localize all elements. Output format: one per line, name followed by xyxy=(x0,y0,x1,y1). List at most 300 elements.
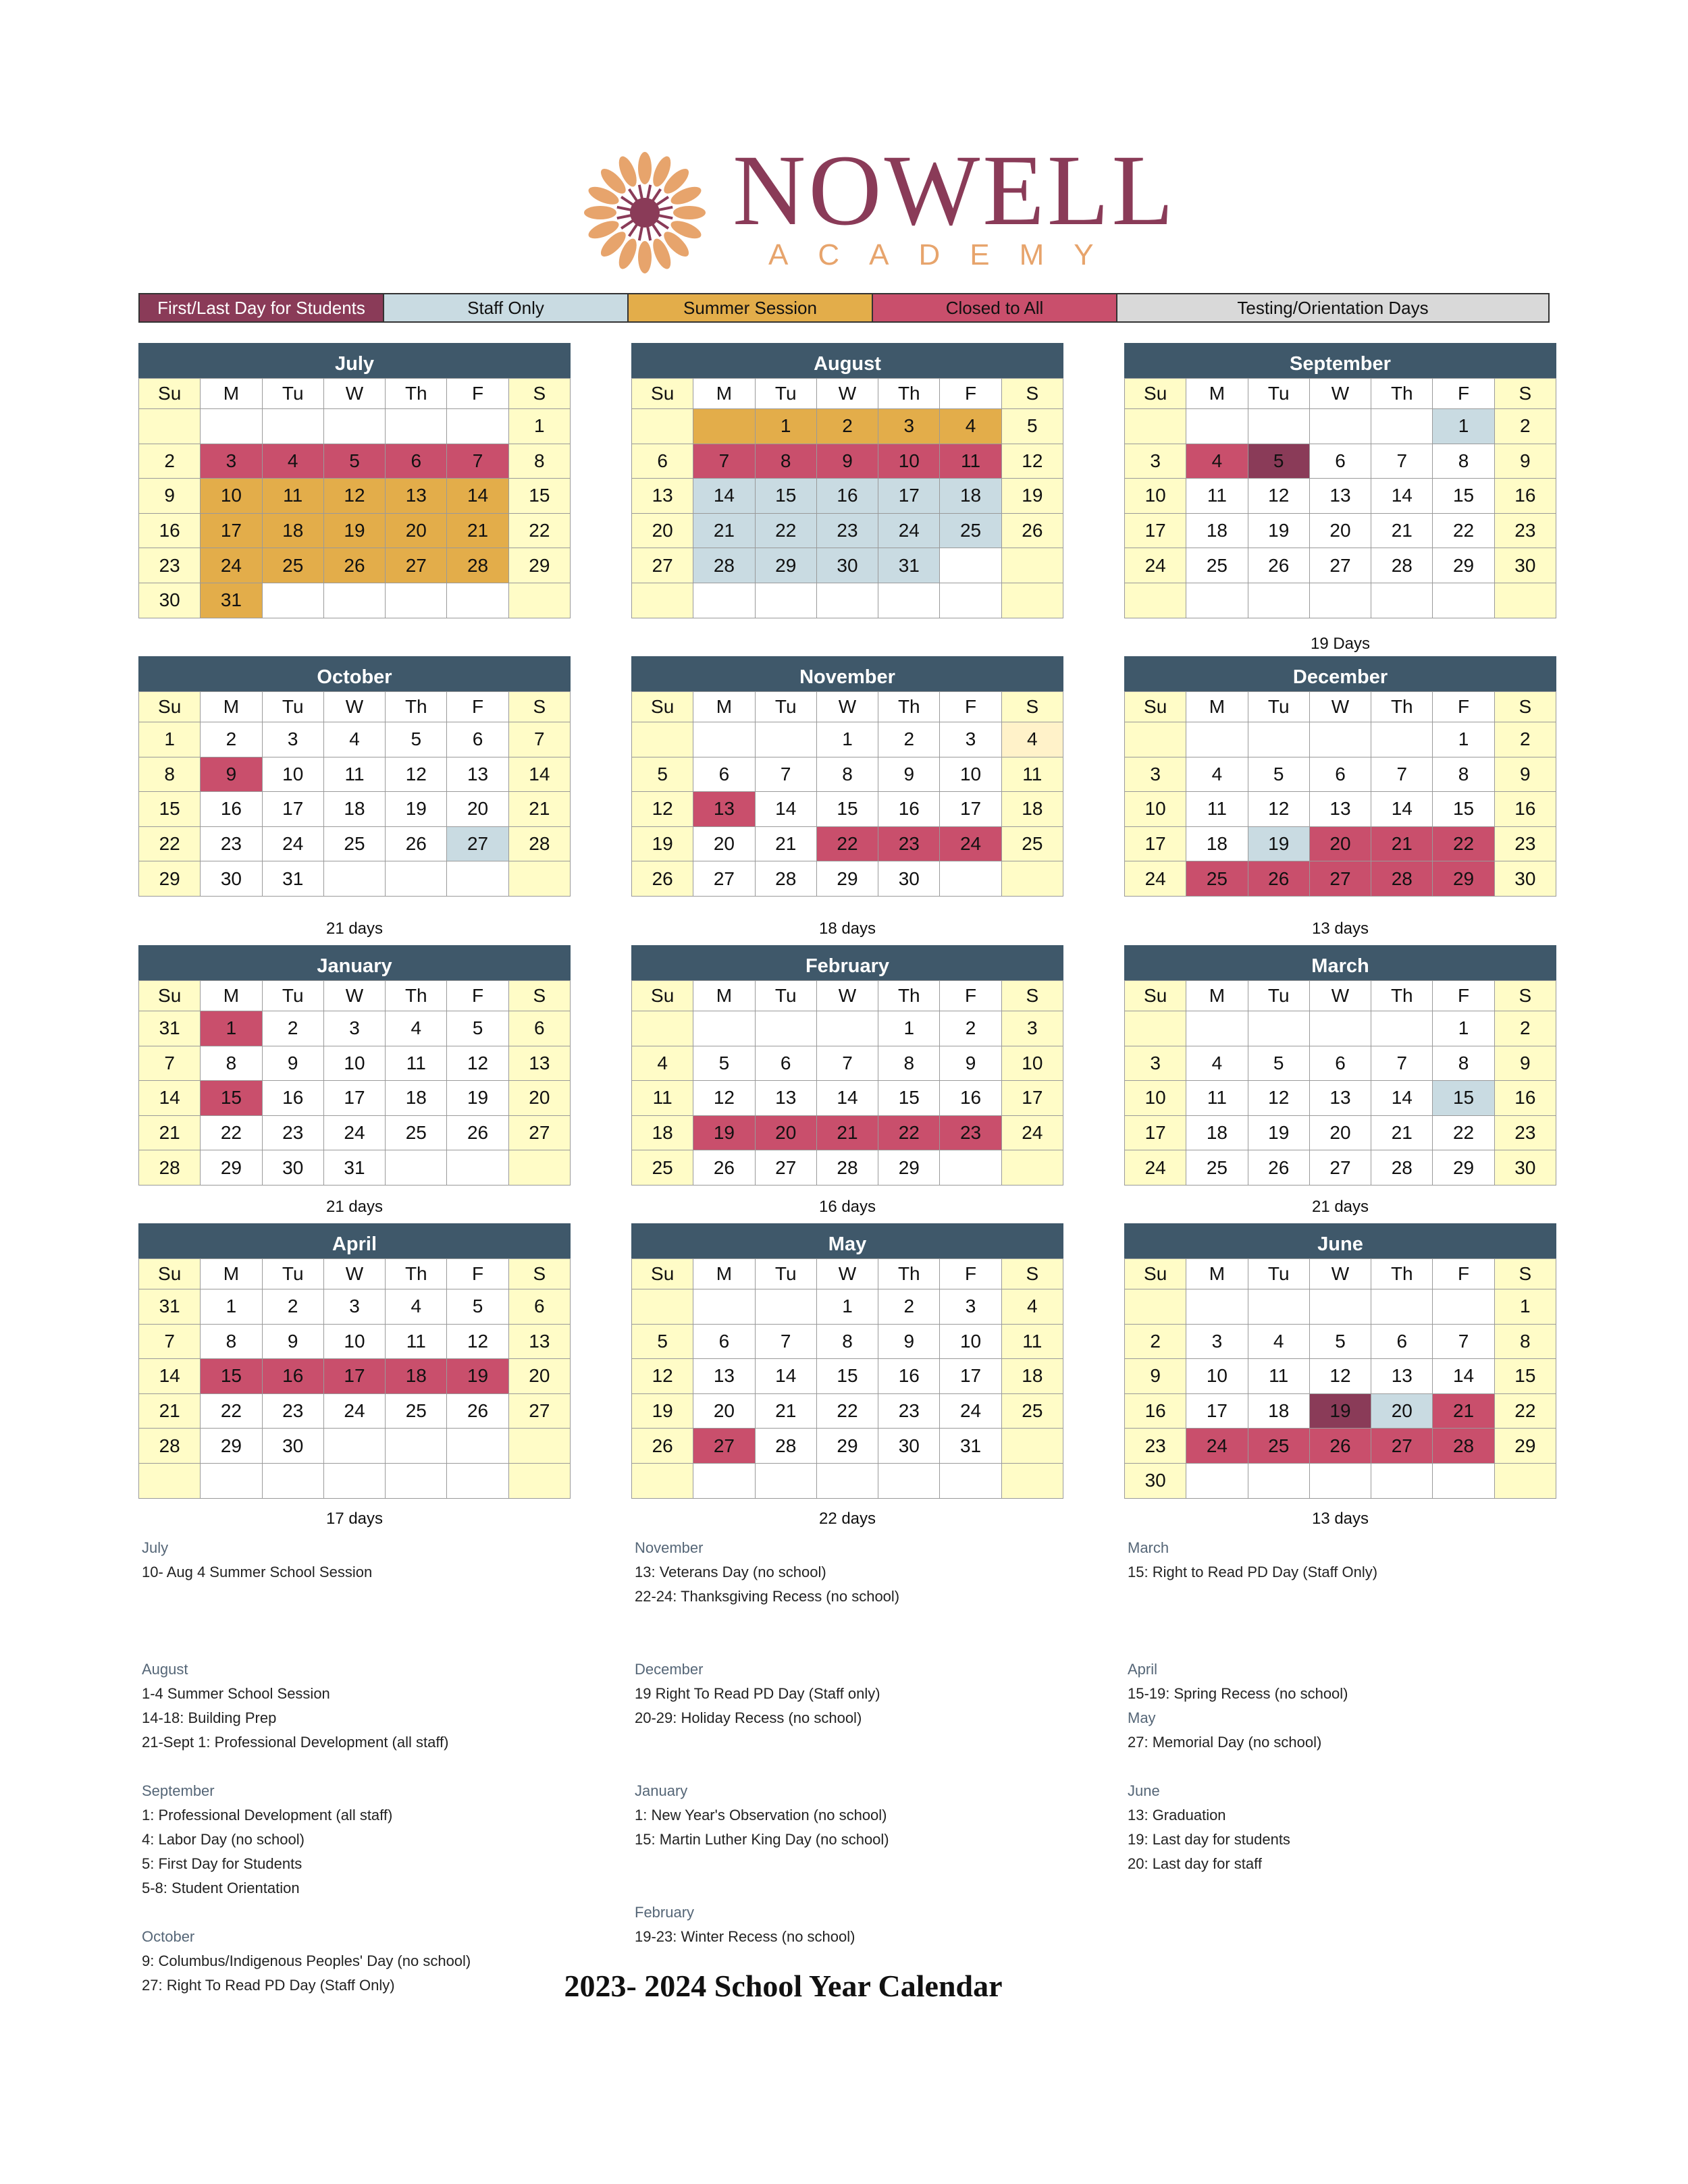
day-cell: 13 xyxy=(1371,1359,1433,1394)
day-cell: 27 xyxy=(386,548,447,583)
empty-cell xyxy=(1248,1289,1310,1325)
day-cell: 1 xyxy=(756,409,817,444)
note-item: 1: New Year's Observation (no school) xyxy=(635,1807,887,1823)
day-cell: 14 xyxy=(509,757,571,793)
empty-cell xyxy=(1248,722,1310,757)
day-cell: 10 xyxy=(1125,1081,1186,1116)
nowell-academy-logo xyxy=(577,134,1177,280)
day-cell: 3 xyxy=(940,722,1001,757)
weekday-header: F xyxy=(447,981,508,1011)
day-cell: 22 xyxy=(878,1116,940,1151)
day-cell: 9 xyxy=(139,479,201,514)
month-title: July xyxy=(138,343,571,378)
month-title: October xyxy=(138,656,571,691)
note-group-july xyxy=(142,1536,471,1633)
day-cell: 17 xyxy=(1125,514,1186,549)
day-cell: 29 xyxy=(817,861,878,897)
day-cell: 8 xyxy=(201,1325,262,1360)
weekday-header: Th xyxy=(1371,692,1433,722)
sunburst-icon xyxy=(577,145,712,280)
day-cell: 19 xyxy=(1248,514,1310,549)
day-cell: 24 xyxy=(1125,1150,1186,1186)
month-october xyxy=(138,656,571,897)
month-june xyxy=(1124,1223,1556,1499)
day-cell: 3 xyxy=(1125,1046,1186,1082)
day-cell: 25 xyxy=(940,514,1001,549)
month-title: September xyxy=(1124,343,1556,378)
day-cell: 27 xyxy=(1310,1150,1371,1186)
day-cell: 16 xyxy=(878,792,940,827)
day-cell: 26 xyxy=(1248,861,1310,897)
day-cell: 31 xyxy=(878,548,940,583)
day-cell: 1 xyxy=(509,409,571,444)
note-month: April xyxy=(1128,1661,1158,1678)
empty-cell xyxy=(632,409,693,444)
day-cell: 8 xyxy=(509,444,571,479)
note-item: 19-23: Winter Recess (no school) xyxy=(635,1928,855,1945)
day-cell: 16 xyxy=(139,514,201,549)
day-cell: 11 xyxy=(1186,1081,1248,1116)
day-cell: 27 xyxy=(1371,1429,1433,1464)
weekday-header: Su xyxy=(139,379,201,409)
day-cell: 24 xyxy=(1125,861,1186,897)
day-cell: 11 xyxy=(386,1046,447,1082)
day-cell: 4 xyxy=(324,722,386,757)
weekday-header: F xyxy=(447,379,508,409)
empty-cell xyxy=(201,1464,262,1499)
empty-cell xyxy=(509,861,571,897)
day-cell: 29 xyxy=(1433,861,1494,897)
weekday-header: Th xyxy=(386,1259,447,1289)
day-cell: 21 xyxy=(693,514,755,549)
day-cell: 24 xyxy=(1125,548,1186,583)
day-cell: 13 xyxy=(509,1046,571,1082)
day-cell: 6 xyxy=(509,1289,571,1325)
month-title: November xyxy=(631,656,1063,691)
day-cell: 28 xyxy=(756,861,817,897)
weekday-header: M xyxy=(693,1259,755,1289)
day-cell: 23 xyxy=(878,827,940,862)
day-cell: 27 xyxy=(632,548,693,583)
day-cell: 11 xyxy=(1248,1359,1310,1394)
month-january xyxy=(138,945,571,1186)
empty-cell xyxy=(1371,583,1433,618)
day-cell: 13 xyxy=(693,1359,755,1394)
day-cell: 9 xyxy=(878,757,940,793)
note-month: September xyxy=(142,1782,215,1799)
empty-cell xyxy=(324,409,386,444)
weekday-header: Su xyxy=(1125,379,1186,409)
day-cell: 20 xyxy=(447,792,508,827)
empty-cell xyxy=(263,583,324,618)
day-cell: 31 xyxy=(201,583,262,618)
month-july xyxy=(138,343,571,618)
day-cell: 30 xyxy=(201,861,262,897)
day-cell: 6 xyxy=(632,444,693,479)
month-grid xyxy=(138,691,571,897)
day-cell: 11 xyxy=(386,1325,447,1360)
day-cell: 29 xyxy=(878,1150,940,1186)
day-cell: 24 xyxy=(201,548,262,583)
empty-cell xyxy=(693,722,755,757)
day-cell: 27 xyxy=(1310,548,1371,583)
weekday-header: S xyxy=(1495,692,1556,722)
day-cell: 29 xyxy=(201,1150,262,1186)
empty-cell xyxy=(1495,1464,1556,1499)
weekday-header: F xyxy=(1433,981,1494,1011)
day-cell: 11 xyxy=(1002,1325,1063,1360)
day-cell: 27 xyxy=(447,827,508,862)
day-cell: 1 xyxy=(817,1289,878,1325)
day-cell: 2 xyxy=(878,722,940,757)
day-cell: 17 xyxy=(1125,1116,1186,1151)
day-cell: 15 xyxy=(1433,1081,1494,1116)
month-title: August xyxy=(631,343,1063,378)
day-cell: 6 xyxy=(447,722,508,757)
day-cell: 22 xyxy=(817,1394,878,1429)
day-cell: 1 xyxy=(201,1011,262,1046)
empty-cell xyxy=(756,722,817,757)
day-cell: 2 xyxy=(878,1289,940,1325)
day-cell: 28 xyxy=(1433,1429,1494,1464)
empty-cell xyxy=(1125,1289,1186,1325)
weekday-header: M xyxy=(693,692,755,722)
month-grid xyxy=(1124,1258,1556,1499)
day-cell: 16 xyxy=(940,1081,1001,1116)
day-cell: 3 xyxy=(263,722,324,757)
weekday-header: W xyxy=(1310,981,1371,1011)
notes-column xyxy=(1128,1536,1377,1900)
empty-cell xyxy=(263,409,324,444)
day-cell: 25 xyxy=(1002,827,1063,862)
empty-cell xyxy=(386,1429,447,1464)
weekday-header: M xyxy=(201,1259,262,1289)
day-cell: 2 xyxy=(1495,1011,1556,1046)
day-cell: 21 xyxy=(756,1394,817,1429)
weekday-header: S xyxy=(509,379,571,409)
empty-cell xyxy=(1002,548,1063,583)
day-cell: 1 xyxy=(139,722,201,757)
day-cell: 20 xyxy=(1310,827,1371,862)
day-cell: 27 xyxy=(693,861,755,897)
day-cell: 14 xyxy=(139,1359,201,1394)
weekday-header: Su xyxy=(632,379,693,409)
notes-column xyxy=(635,1536,899,1973)
empty-cell xyxy=(1310,1289,1371,1325)
weekday-header: Th xyxy=(878,692,940,722)
day-cell: 11 xyxy=(263,479,324,514)
note-item: 14-18: Building Prep xyxy=(142,1709,277,1726)
note-item: 27: Memorial Day (no school) xyxy=(1128,1734,1322,1751)
month-grid xyxy=(631,980,1063,1186)
day-cell: 1 xyxy=(201,1289,262,1325)
day-cell: 5 xyxy=(1002,409,1063,444)
weekday-header: S xyxy=(1495,379,1556,409)
day-cell: 9 xyxy=(940,1046,1001,1082)
weekday-header: W xyxy=(817,379,878,409)
empty-cell xyxy=(324,583,386,618)
weekday-header: M xyxy=(201,981,262,1011)
day-cell: 11 xyxy=(632,1081,693,1116)
day-cell: 12 xyxy=(1248,792,1310,827)
day-cell: 26 xyxy=(632,1429,693,1464)
day-cell: 28 xyxy=(1371,861,1433,897)
day-cell: 23 xyxy=(1125,1429,1186,1464)
day-cell: 19 xyxy=(1248,827,1310,862)
month-may xyxy=(631,1223,1063,1499)
day-cell: 24 xyxy=(940,827,1001,862)
empty-cell xyxy=(756,583,817,618)
day-cell: 22 xyxy=(201,1394,262,1429)
legend-testing: Testing/Orientation Days xyxy=(1117,294,1548,321)
day-cell: 27 xyxy=(693,1429,755,1464)
note-month: January xyxy=(635,1782,688,1799)
day-cell: 8 xyxy=(817,757,878,793)
note-group-march xyxy=(1128,1536,1377,1633)
note-group-january xyxy=(635,1779,899,1876)
empty-cell xyxy=(447,1429,508,1464)
day-cell: 26 xyxy=(447,1116,508,1151)
month-grid xyxy=(631,378,1063,618)
day-cell: 8 xyxy=(201,1046,262,1082)
note-item: 13: Veterans Day (no school) xyxy=(635,1564,826,1580)
day-cell: 11 xyxy=(1186,479,1248,514)
note-month: December xyxy=(635,1661,704,1678)
day-cell: 4 xyxy=(632,1046,693,1082)
day-cell: 20 xyxy=(1371,1394,1433,1429)
empty-cell xyxy=(509,1464,571,1499)
day-cell: 24 xyxy=(1002,1116,1063,1151)
note-month: November xyxy=(635,1539,704,1556)
day-cell: 17 xyxy=(878,479,940,514)
day-cell: 26 xyxy=(693,1150,755,1186)
weekday-header: M xyxy=(201,692,262,722)
day-cell: 1 xyxy=(1433,1011,1494,1046)
day-cell: 26 xyxy=(632,861,693,897)
day-cell: 28 xyxy=(817,1150,878,1186)
day-cell: 21 xyxy=(1433,1394,1494,1429)
note-item: 15: Right to Read PD Day (Staff Only) xyxy=(1128,1564,1378,1580)
empty-cell xyxy=(693,1011,755,1046)
day-cell: 21 xyxy=(447,514,508,549)
school-days-count: 17 days xyxy=(325,1510,384,1528)
day-cell: 19 xyxy=(632,1394,693,1429)
document-title: 2023- 2024 School Year Calendar xyxy=(564,1969,1003,2003)
day-cell: 11 xyxy=(1186,792,1248,827)
empty-cell xyxy=(386,409,447,444)
day-cell: 2 xyxy=(1495,722,1556,757)
day-cell: 29 xyxy=(1433,548,1494,583)
day-cell: 18 xyxy=(324,792,386,827)
empty-cell xyxy=(324,1464,386,1499)
day-cell: 4 xyxy=(1002,722,1063,757)
empty-cell xyxy=(139,409,201,444)
day-cell: 21 xyxy=(139,1394,201,1429)
empty-cell xyxy=(940,1464,1001,1499)
day-cell: 4 xyxy=(1002,1289,1063,1325)
day-cell: 24 xyxy=(1186,1429,1248,1464)
day-cell: 3 xyxy=(324,1011,386,1046)
month-grid xyxy=(138,980,571,1186)
weekday-header: W xyxy=(324,379,386,409)
logo-name: NOWELL xyxy=(733,134,1177,246)
weekday-header: Su xyxy=(139,692,201,722)
day-cell: 7 xyxy=(756,757,817,793)
day-cell: 17 xyxy=(940,792,1001,827)
day-cell: 14 xyxy=(1433,1359,1494,1394)
day-cell: 13 xyxy=(1310,792,1371,827)
empty-cell xyxy=(817,1011,878,1046)
empty-cell xyxy=(1310,1011,1371,1046)
day-cell: 23 xyxy=(263,1116,324,1151)
day-cell: 15 xyxy=(878,1081,940,1116)
day-cell: 22 xyxy=(1433,514,1494,549)
empty-cell xyxy=(1310,409,1371,444)
day-cell: 12 xyxy=(447,1046,508,1082)
empty-cell xyxy=(632,722,693,757)
weekday-header: W xyxy=(1310,692,1371,722)
weekday-header: S xyxy=(509,692,571,722)
day-cell: 23 xyxy=(940,1116,1001,1151)
day-cell: 11 xyxy=(324,757,386,793)
day-cell: 5 xyxy=(632,757,693,793)
day-cell: 4 xyxy=(263,444,324,479)
day-cell: 14 xyxy=(447,479,508,514)
school-days-count: 19 Days xyxy=(1310,635,1371,653)
note-item: 19: Last day for students xyxy=(1128,1831,1290,1848)
day-cell: 12 xyxy=(1248,1081,1310,1116)
day-cell: 14 xyxy=(693,479,755,514)
weekday-header: F xyxy=(1433,1259,1494,1289)
day-cell: 26 xyxy=(1248,548,1310,583)
weekday-header: Su xyxy=(1125,1259,1186,1289)
weekday-header: Su xyxy=(632,1259,693,1289)
day-cell: 12 xyxy=(693,1081,755,1116)
day-cell: 26 xyxy=(1002,514,1063,549)
weekday-header: Tu xyxy=(756,981,817,1011)
empty-cell xyxy=(1125,583,1186,618)
empty-cell xyxy=(756,1464,817,1499)
month-april xyxy=(138,1223,571,1499)
weekday-header: Tu xyxy=(756,692,817,722)
day-cell: 2 xyxy=(940,1011,1001,1046)
empty-cell xyxy=(693,583,755,618)
note-group-november xyxy=(635,1536,899,1633)
day-cell: 5 xyxy=(693,1046,755,1082)
day-cell: 21 xyxy=(1371,827,1433,862)
day-cell: 19 xyxy=(1248,1116,1310,1151)
day-cell: 22 xyxy=(1495,1394,1556,1429)
day-cell: 3 xyxy=(1186,1325,1248,1360)
month-title: June xyxy=(1124,1223,1556,1258)
note-month: August xyxy=(142,1661,188,1678)
empty-cell xyxy=(1186,722,1248,757)
weekday-header: F xyxy=(447,692,508,722)
day-cell: 29 xyxy=(139,861,201,897)
month-grid xyxy=(1124,980,1556,1186)
day-cell: 4 xyxy=(1248,1325,1310,1360)
legend-first: First/Last Day for Students xyxy=(140,294,384,321)
empty-cell xyxy=(756,1289,817,1325)
day-cell: 22 xyxy=(756,514,817,549)
day-cell: 19 xyxy=(386,792,447,827)
day-cell: 10 xyxy=(940,757,1001,793)
day-cell: 16 xyxy=(1495,792,1556,827)
note-item: 22-24: Thanksgiving Recess (no school) xyxy=(635,1588,900,1605)
month-grid xyxy=(631,1258,1063,1499)
day-cell: 18 xyxy=(1248,1394,1310,1429)
day-cell: 30 xyxy=(1495,548,1556,583)
day-cell: 6 xyxy=(756,1046,817,1082)
day-cell: 4 xyxy=(1186,757,1248,793)
note-item: 20: Last day for staff xyxy=(1128,1855,1262,1872)
empty-cell xyxy=(1002,1464,1063,1499)
day-cell: 8 xyxy=(1433,1046,1494,1082)
weekday-header: S xyxy=(1002,1259,1063,1289)
day-cell: 9 xyxy=(1495,444,1556,479)
weekday-header: S xyxy=(1002,692,1063,722)
weekday-header: Tu xyxy=(263,379,324,409)
note-month: March xyxy=(1128,1539,1169,1556)
empty-cell xyxy=(201,409,262,444)
weekday-header: W xyxy=(817,1259,878,1289)
weekday-header: W xyxy=(324,1259,386,1289)
school-days-count: 13 days xyxy=(1311,920,1369,938)
day-cell: 9 xyxy=(263,1325,324,1360)
weekday-header: Su xyxy=(1125,692,1186,722)
month-august xyxy=(631,343,1063,618)
day-cell: 27 xyxy=(509,1394,571,1429)
day-cell: 10 xyxy=(940,1325,1001,1360)
weekday-header: Tu xyxy=(756,1259,817,1289)
day-cell: 18 xyxy=(632,1116,693,1151)
day-cell: 28 xyxy=(1371,1150,1433,1186)
empty-cell xyxy=(386,583,447,618)
day-cell: 9 xyxy=(201,757,262,793)
day-cell: 10 xyxy=(1125,479,1186,514)
empty-cell xyxy=(447,409,508,444)
month-title: January xyxy=(138,945,571,980)
note-month: February xyxy=(635,1904,695,1921)
weekday-header: Su xyxy=(1125,981,1186,1011)
day-cell: 17 xyxy=(324,1359,386,1394)
note-item: 15: Martin Luther King Day (no school) xyxy=(635,1831,889,1848)
day-cell: 4 xyxy=(1186,1046,1248,1082)
day-cell: 30 xyxy=(878,861,940,897)
day-cell: 23 xyxy=(1495,1116,1556,1151)
empty-cell xyxy=(1371,1289,1433,1325)
day-cell: 6 xyxy=(1371,1325,1433,1360)
month-grid xyxy=(138,378,571,618)
day-cell: 8 xyxy=(139,757,201,793)
day-cell: 2 xyxy=(263,1289,324,1325)
empty-cell xyxy=(1310,583,1371,618)
note-item: 15-19: Spring Recess (no school) xyxy=(1128,1685,1348,1702)
day-cell: 13 xyxy=(1310,1081,1371,1116)
day-cell: 16 xyxy=(201,792,262,827)
empty-cell xyxy=(1371,1011,1433,1046)
empty-cell xyxy=(1125,722,1186,757)
day-cell: 14 xyxy=(1371,479,1433,514)
day-cell: 22 xyxy=(1433,1116,1494,1151)
day-cell: 2 xyxy=(1125,1325,1186,1360)
day-cell: 15 xyxy=(1433,479,1494,514)
day-cell: 14 xyxy=(1371,1081,1433,1116)
day-cell: 20 xyxy=(693,1394,755,1429)
day-cell: 30 xyxy=(139,583,201,618)
day-cell: 28 xyxy=(693,548,755,583)
day-cell: 27 xyxy=(509,1116,571,1151)
